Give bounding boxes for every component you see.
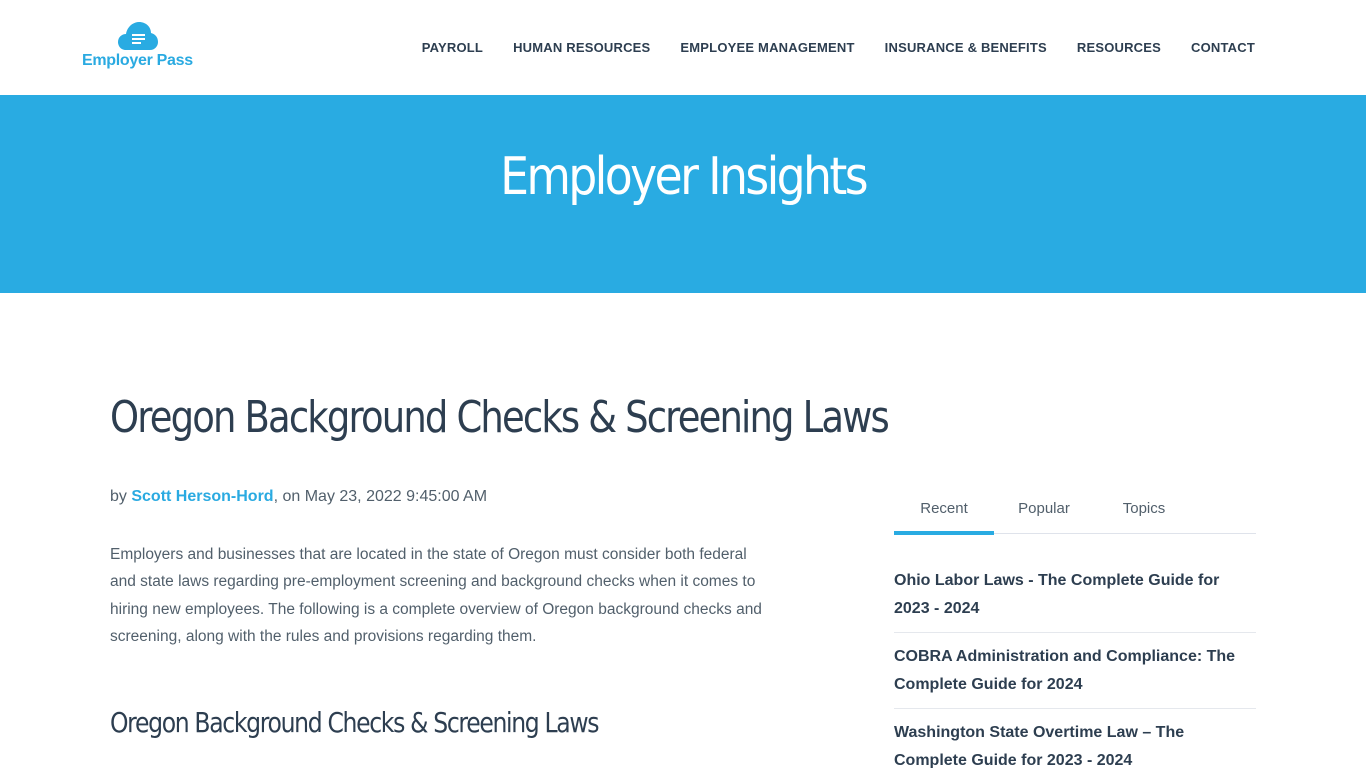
- cloud-logo-icon: [118, 22, 158, 50]
- nav-human-resources[interactable]: HUMAN RESOURCES: [513, 40, 651, 55]
- post-date: , on May 23, 2022 9:45:00 AM: [273, 488, 488, 505]
- byline-prefix: by: [110, 488, 132, 505]
- logo[interactable]: [82, 22, 202, 74]
- tab-topics[interactable]: Topics: [1122, 500, 1166, 517]
- recent-post-link[interactable]: Washington State Overtime Law – The Complete Guide for 2023 - 2024: [894, 719, 1256, 768]
- nav-insurance-benefits[interactable]: INSURANCE & BENEFITS: [884, 40, 1047, 55]
- sidebar-tabs: [894, 494, 1256, 534]
- tab-recent[interactable]: Recent: [894, 494, 994, 535]
- main-nav: [392, 40, 1255, 55]
- nav-payroll[interactable]: PAYROLL: [421, 40, 484, 55]
- nav-resources[interactable]: RESOURCES: [1076, 40, 1162, 55]
- author-link[interactable]: Scott Herson-Hord: [131, 488, 274, 505]
- post-title: Oregon Background Checks & Screening Laws: [110, 392, 888, 443]
- recent-posts-list: [894, 567, 1256, 768]
- site-header: [0, 0, 1366, 95]
- nav-contact[interactable]: CONTACT: [1191, 40, 1255, 55]
- recent-post-link[interactable]: Ohio Labor Laws - The Complete Guide for 2023 - 2024: [894, 567, 1256, 633]
- intro-paragraph: Employers and businesses that are located in the state of Oregon must consider both federal and state laws regarding pre-employment screening and background checks when it comes to hiring new employees. The following is a complete overview of Oregon background checks and screening, along with the rules and provisions regarding them.: [110, 546, 762, 645]
- tab-popular[interactable]: Popular: [1018, 500, 1070, 517]
- nav-employee-management[interactable]: EMPLOYEE MANAGEMENT: [680, 40, 855, 55]
- hero-title: Employer Insights: [500, 147, 866, 207]
- hero-banner: [0, 95, 1366, 293]
- sidebar: [894, 494, 1256, 768]
- section-heading: Oregon Background Checks & Screening Laws: [110, 706, 599, 739]
- recent-post-link[interactable]: COBRA Administration and Compliance: The Complete Guide for 2024: [894, 643, 1256, 709]
- byline: [110, 488, 487, 506]
- logo-text: Employer Pass: [82, 52, 193, 69]
